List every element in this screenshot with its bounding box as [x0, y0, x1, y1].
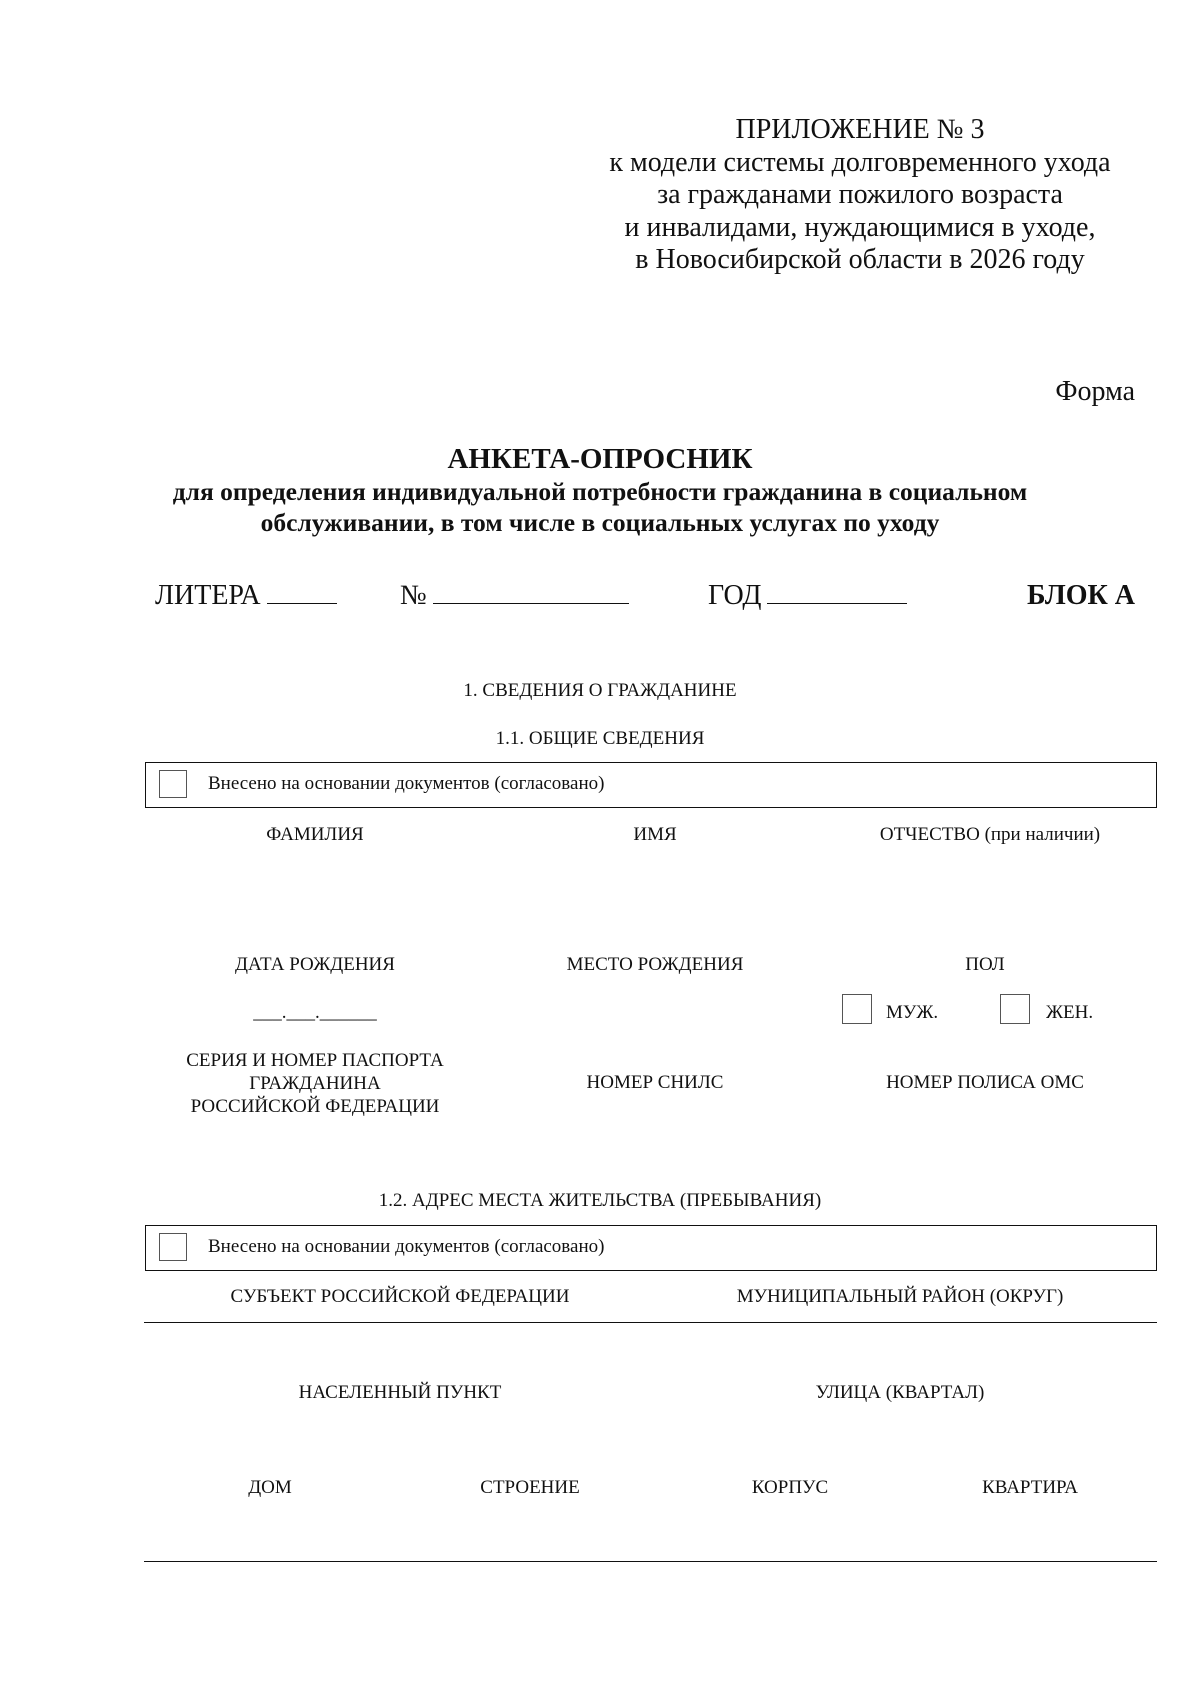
address-documents-confirmation-row	[145, 1225, 1157, 1271]
section-1-1-title: 1.1. ОБЩИЕ СВЕДЕНИЯ	[495, 728, 705, 749]
passport-label-line-3: РОССИЙСКОЙ ФЕДЕРАЦИИ	[190, 1096, 440, 1117]
building-label: СТРОЕНИЕ	[480, 1477, 580, 1498]
year-label: ГОД	[708, 580, 762, 611]
documents-checkbox[interactable]	[159, 770, 187, 798]
title-line-3: обслуживании, в том числе в социальных услугах по уходу	[260, 508, 940, 537]
document-title	[130, 442, 1070, 538]
form-label: Форма	[1055, 376, 1135, 407]
house-label: ДОМ	[248, 1477, 292, 1498]
section-1-title: 1. СВЕДЕНИЯ О ГРАЖДАНИНЕ	[463, 680, 737, 701]
sex-female-checkbox[interactable]	[1000, 994, 1030, 1024]
title-line-2: для определения индивидуальной потребности гражданина в социальном	[172, 477, 1028, 506]
sex-male-checkbox[interactable]	[842, 994, 872, 1024]
address-documents-checkbox[interactable]	[159, 1233, 187, 1261]
district-label: МУНИЦИПАЛЬНЫЙ РАЙОН (ОКРУГ)	[736, 1286, 1064, 1307]
passport-label-line-1: СЕРИЯ И НОМЕР ПАСПОРТА	[186, 1050, 444, 1071]
name-label: ИМЯ	[633, 824, 677, 845]
sex-male-label: МУЖ.	[886, 1002, 939, 1023]
appendix-line-4: и инвалидами, нуждающимися в уходе,	[624, 211, 1096, 243]
title-main: АНКЕТА-ОПРОСНИК	[447, 443, 753, 475]
sex-female-label: ЖЕН.	[1046, 1002, 1094, 1023]
appendix-line-5: в Новосибирской области в 2026 году	[635, 244, 1085, 275]
patronymic-label: ОТЧЕСТВО (при наличии)	[879, 824, 1101, 845]
birth-place-label: МЕСТО РОЖДЕНИЯ	[566, 954, 744, 975]
year-input[interactable]	[767, 581, 907, 604]
number-field	[400, 580, 629, 612]
appendix-line-3: за гражданами пожилого возраста	[657, 179, 1063, 210]
litera-label: ЛИТЕРА	[155, 580, 261, 611]
number-input[interactable]	[433, 581, 629, 604]
block-label: БЛОК А	[1027, 580, 1135, 611]
appendix-header	[600, 114, 1120, 277]
apartment-label: КВАРТИРА	[982, 1477, 1078, 1498]
divider	[144, 1561, 1157, 1562]
birth-date-input[interactable]: ___.___.______	[253, 1002, 377, 1023]
passport-label-line-2: ГРАЖДАНИНА	[249, 1073, 381, 1094]
passport-label	[150, 1049, 480, 1118]
documents-confirmation-row	[145, 762, 1157, 808]
subject-label: СУБЪЕКТ РОССИЙСКОЙ ФЕДЕРАЦИИ	[230, 1286, 570, 1307]
birth-date-label: ДАТА РОЖДЕНИЯ	[235, 954, 395, 975]
locality-label: НАСЕЛЕННЫЙ ПУНКТ	[298, 1382, 502, 1403]
address-documents-checkbox-label: Внесено на основании документов (согласовано)	[208, 1236, 605, 1257]
sex-label: ПОЛ	[965, 954, 1005, 975]
appendix-line-2: к модели системы долговременного ухода	[609, 146, 1111, 178]
section-1-2-title: 1.2. АДРЕС МЕСТА ЖИТЕЛЬСТВА (ПРЕБЫВАНИЯ)	[378, 1190, 822, 1211]
corpus-label: КОРПУС	[751, 1477, 829, 1498]
snils-label: НОМЕР СНИЛС	[586, 1072, 724, 1093]
number-label: №	[400, 580, 427, 611]
oms-label: НОМЕР ПОЛИСА ОМС	[886, 1072, 1084, 1093]
street-label: УЛИЦА (КВАРТАЛ)	[815, 1382, 985, 1403]
divider	[144, 1322, 1157, 1323]
litera-input[interactable]	[267, 581, 337, 604]
documents-checkbox-label: Внесено на основании документов (согласовано)	[208, 773, 605, 794]
surname-label: ФАМИЛИЯ	[266, 824, 364, 845]
appendix-line-1: ПРИЛОЖЕНИЕ № 3	[735, 114, 985, 145]
litera-field	[155, 580, 337, 612]
year-field	[708, 580, 907, 612]
